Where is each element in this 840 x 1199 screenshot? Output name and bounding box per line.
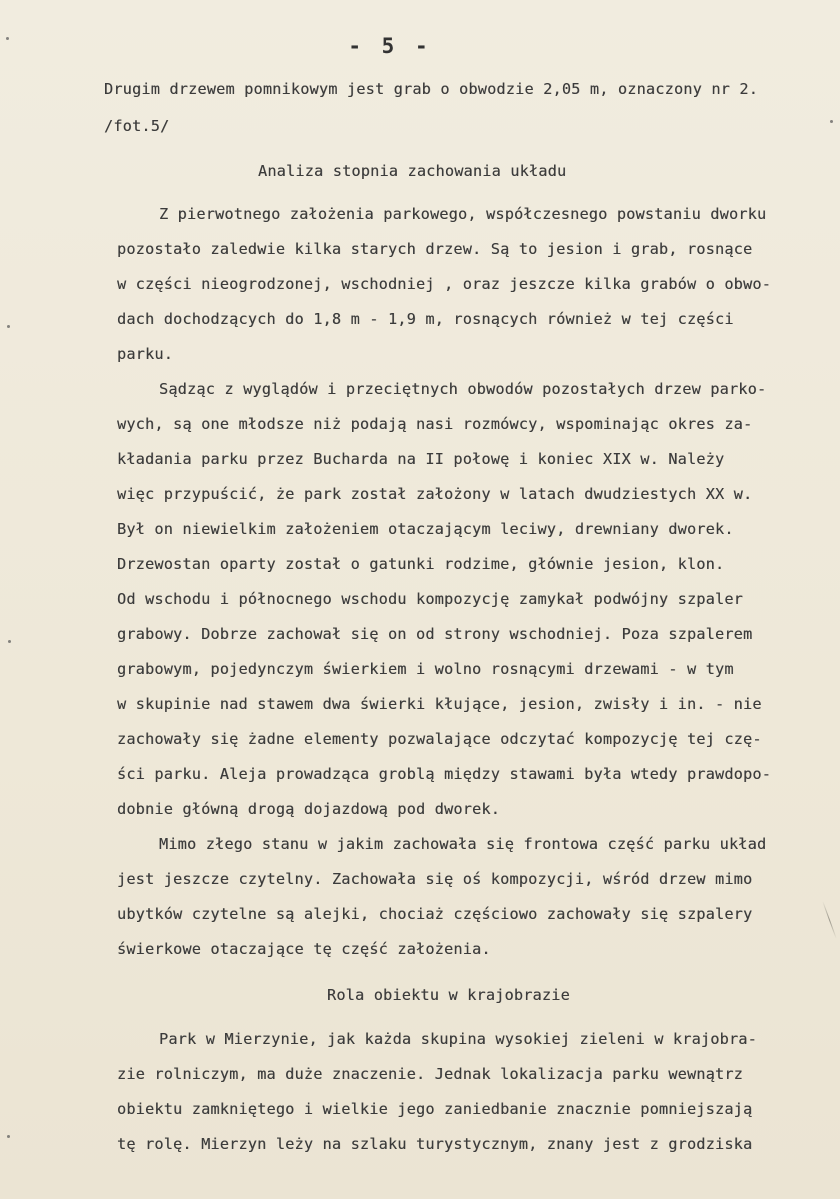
text-line: świerkowe otaczające tę część założenia. bbox=[117, 940, 491, 958]
text-line: więc przypuścić, że park został założony w latach dwudziestych XX w. bbox=[117, 485, 753, 503]
text-line: zachowały się żadne elementy pozwalające odczytać kompozycję tej czę- bbox=[117, 730, 762, 748]
text-line: Mimo złego stanu w jakim zachowała się frontowa część parku układ bbox=[159, 835, 767, 853]
section-heading: Analiza stopnia zachowania układu bbox=[258, 162, 567, 180]
section-heading: Rola obiektu w krajobrazie bbox=[327, 986, 570, 1004]
punch-mark bbox=[8, 640, 11, 643]
text-line: grabowy. Dobrze zachował się on od strony wschodniej. Poza szpalerem bbox=[117, 625, 753, 643]
punch-mark bbox=[7, 325, 10, 328]
text-line: Z pierwotnego założenia parkowego, współczesnego powstaniu dworku bbox=[159, 205, 767, 223]
text-line: Drzewostan oparty został o gatunki rodzime, głównie jesion, klon. bbox=[117, 555, 725, 573]
punch-mark bbox=[7, 1135, 10, 1138]
text-line: w skupinie nad stawem dwa świerki kłujące, jesion, zwisły i in. - nie bbox=[117, 695, 762, 713]
text-line: pozostało zaledwie kilka starych drzew. Są to jesion i grab, rosnące bbox=[117, 240, 753, 258]
text-line: kładania parku przez Bucharda na II połowę i koniec XIX w. Należy bbox=[117, 450, 725, 468]
text-line: Sądząc z wyglądów i przeciętnych obwodów pozostałych drzew parko- bbox=[159, 380, 767, 398]
text-line: ubytków czytelne są alejki, chociaż częściowo zachowały się szpalery bbox=[117, 905, 753, 923]
text-line: obiektu zamkniętego i wielkie jego zaniedbanie znacznie pomniejszają bbox=[117, 1100, 753, 1118]
text-line: Park w Mierzynie, jak każda skupina wysokiej zieleni w krajobra- bbox=[159, 1030, 757, 1048]
text-line: tę rolę. Mierzyn leży na szlaku turystycznym, znany jest z grodziska bbox=[117, 1135, 753, 1153]
text-line: parku. bbox=[117, 345, 174, 363]
text-line: Był on niewielkim założeniem otaczającym leciwy, drewniany dworek. bbox=[117, 520, 734, 538]
text-line: dobnie główną drogą dojazdową pod dworek. bbox=[117, 800, 501, 818]
text-line: /fot.5/ bbox=[104, 117, 170, 135]
page-number: - 5 - bbox=[348, 34, 432, 58]
text-line: Drugim drzewem pomnikowym jest grab o obwodzie 2,05 m, oznaczony nr 2. bbox=[104, 80, 759, 98]
punch-mark bbox=[830, 120, 833, 123]
text-line: w części nieogrodzonej, wschodniej , oraz jeszcze kilka grabów o obwo- bbox=[117, 275, 772, 293]
text-line: Od wschodu i północnego wschodu kompozycję zamykał podwójny szpaler bbox=[117, 590, 744, 608]
text-line: jest jeszcze czytelny. Zachowała się oś kompozycji, wśród drzew mimo bbox=[117, 870, 753, 888]
text-line: wych, są one młodsze niż podają nasi rozmówcy, wspominając okres za- bbox=[117, 415, 753, 433]
paper-crease bbox=[822, 901, 837, 939]
text-line: dach dochodzących do 1,8 m - 1,9 m, rosnących również w tej części bbox=[117, 310, 734, 328]
text-line: ści parku. Aleja prowadząca groblą między stawami była wtedy prawdopo- bbox=[117, 765, 772, 783]
text-line: grabowym, pojedynczym świerkiem i wolno rosnącymi drzewami - w tym bbox=[117, 660, 734, 678]
text-line: zie rolniczym, ma duże znaczenie. Jednak lokalizacja parku wewnątrz bbox=[117, 1065, 744, 1083]
